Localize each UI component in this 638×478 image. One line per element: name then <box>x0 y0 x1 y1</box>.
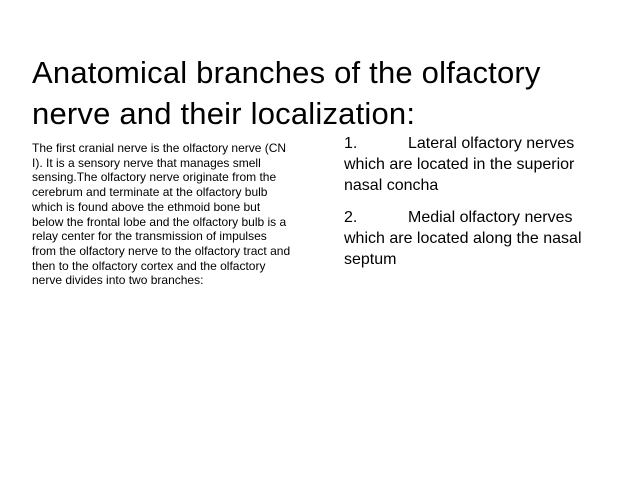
list-item <box>344 133 612 196</box>
list-item-number: 1. <box>344 135 358 152</box>
body-text: The first cranial nerve is the olfactory nerve (CN I). It is a sensory nerve that manages smell sensing.The olfactory nerve originate from the cerebrum and terminate at the olfactory bulb which is found above the ethmoid bone but below the frontal lobe and the olfactory bulb is a relay center for the transmission of impulses from the olfactory nerve to the olfactory tract and then to the olfactory cortex and the olfactory nerve divides into two branches: <box>32 141 291 288</box>
list-item-text: Lateral olfactory nerves which are located in the superior nasal concha <box>344 135 575 194</box>
list-item-number: 2. <box>344 209 358 226</box>
list-item <box>344 207 612 270</box>
list-item-text: Medial olfactory nerves which are located along the nasal septum <box>344 209 582 268</box>
branches-list <box>344 133 612 281</box>
slide-title: Anatomical branches of the olfactory nerve and their localization: <box>32 55 541 131</box>
